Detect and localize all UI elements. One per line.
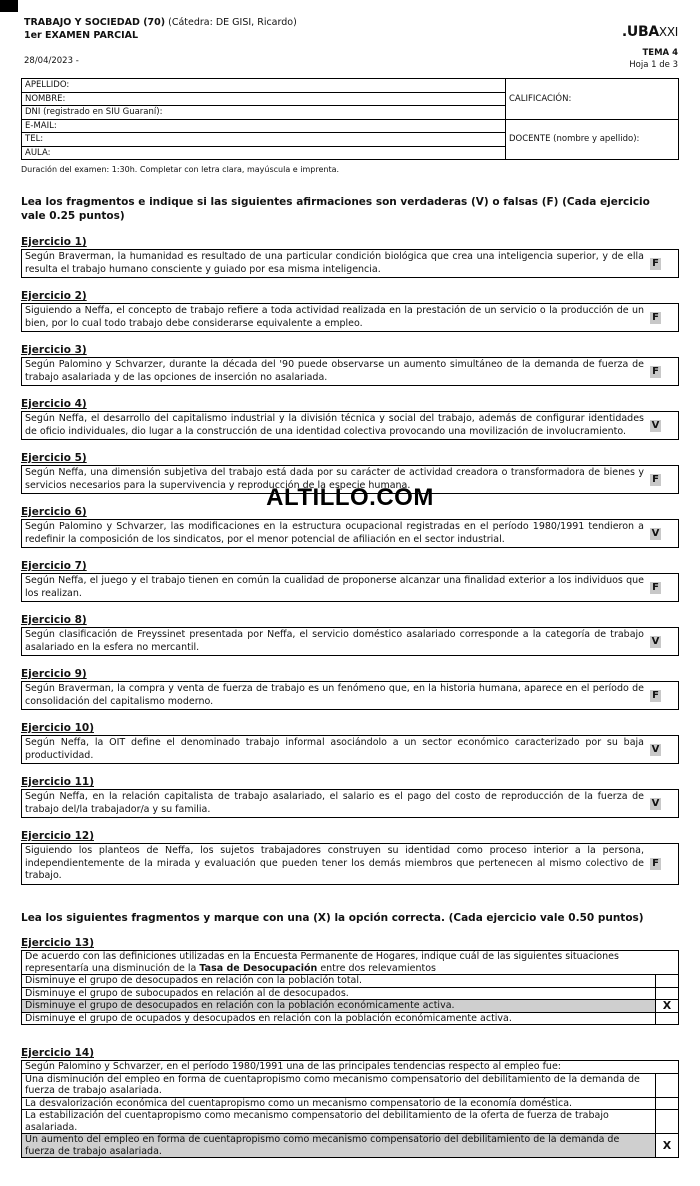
exercise-9	[21, 668, 679, 710]
option-text: La desvalorización económica del cuentapropismo como un mecanismo compensatorio de la economía doméstica.	[22, 1097, 656, 1110]
statement-box	[21, 411, 679, 440]
option-mark-cell[interactable]	[656, 1073, 679, 1097]
option-row[interactable]	[22, 1000, 679, 1013]
mc-question: De acuerdo con las definiciones utilizadas en la Encuesta Permanente de Hogares, indique cuál de las siguientes situaciones representaría una disminución de la Tasa de Desocupación entre dos relevamientos	[22, 951, 679, 975]
corner-black-mark	[0, 0, 18, 12]
option-text: Disminuye el grupo de desocupados en relación con la población económicamente activa.	[22, 1000, 656, 1013]
answer-mark[interactable]: F	[650, 366, 661, 378]
exercise-8	[21, 614, 679, 656]
exercise-1	[21, 236, 679, 278]
statement-box	[21, 789, 679, 818]
exercise-2	[21, 290, 679, 332]
statement-text: Según Palomino y Schvarzer, las modificaciones en la estructura ocupacional registradas en el período 1980/1991 tendieron a redefinir la composición de los sindicatos, por el menor potencial de afiliación en el sector industrial.	[25, 521, 644, 545]
answer-mark[interactable]: V	[651, 797, 660, 809]
tema-block	[629, 47, 678, 71]
statement-box	[21, 573, 679, 602]
option-text: Disminuye el grupo de ocupados y desocupados en relación con la población económicamente activa.	[22, 1012, 656, 1025]
page-counter: Hoja 1 de 3	[629, 60, 678, 70]
exercise-title: Ejercicio 4)	[21, 398, 87, 410]
option-row[interactable]	[22, 1134, 679, 1158]
uba-xxi-logo: .UBAXXI	[621, 24, 678, 40]
exercise-14	[21, 1047, 679, 1158]
section1-instruction: Lea los fragmentos e indique si las siguientes afirmaciones son verdaderas (V) o falsas (F) (Cada ejercicio vale 0.25 puntos)	[21, 196, 650, 222]
field-dni[interactable]: DNI (registrado en SIU Guaraní):	[22, 106, 506, 120]
statement-box	[21, 735, 679, 764]
statement-text: Siguiendo a Neffa, el concepto de trabajo refiere a toda actividad realizada en la prestación de un servicio o la producción de un bien, por lo cual todo trabajo debe considerarse equivalente a empleo.	[25, 305, 644, 329]
student-info-table	[21, 78, 679, 160]
option-mark-cell[interactable]	[656, 1097, 679, 1110]
option-row[interactable]	[22, 1110, 679, 1134]
statement-text: Siguiendo los planteos de Neffa, los sujetos trabajadores construyen su identidad como proceso interior a la persona, independientemente de la mirada y evaluación que pueden tener los demás miembros que pertenecen al mismo colectivo de trabajo.	[25, 845, 644, 881]
exercise-12	[21, 830, 679, 885]
mc-question: Según Palomino y Schvarzer, en el período 1980/1991 una de las principales tendencias respecto al empleo fue:	[22, 1061, 679, 1074]
field-apellido[interactable]: APELLIDO:	[22, 79, 506, 93]
exercise-title: Ejercicio 2)	[21, 290, 87, 302]
field-tel[interactable]: TEL:	[22, 133, 506, 147]
exercise-title: Ejercicio 13)	[21, 937, 94, 949]
statement-box	[21, 249, 679, 278]
mc-table-14	[21, 1060, 679, 1158]
exam-header	[24, 16, 297, 42]
exercise-10	[21, 722, 679, 764]
field-email[interactable]: E-MAIL:	[22, 119, 506, 133]
statement-text: Según Braverman, la compra y venta de fuerza de trabajo es un fenómeno que, en la historia humana, aparece en el período de consolidación del capitalismo moderno.	[25, 683, 644, 707]
option-text: Disminuye el grupo de desocupados en relación con la población total.	[22, 975, 656, 988]
option-text: Disminuye el grupo de subocupados en relación al de desocupados.	[22, 987, 656, 1000]
answer-mark[interactable]: V	[651, 635, 660, 647]
statement-text: Según Palomino y Schvarzer, durante la década del '90 puede observarse un aumento simultáneo de la demanda de fuerza de trabajo asalariada y de las opciones de inserción no asalariada.	[25, 359, 644, 383]
exam-name: 1er EXAMEN PARCIAL	[24, 30, 139, 41]
statement-text: Según clasificación de Freyssinet presentada por Neffa, el servicio doméstico asalariado corresponde a la categoría de trabajo asalariado en la esfera no mercantil.	[25, 629, 644, 653]
option-mark-cell[interactable]: X	[656, 1000, 679, 1013]
statement-box	[21, 519, 679, 548]
option-text: Un aumento del empleo en forma de cuentapropismo como mecanismo compensatorio del debilitamiento de la demanda de fuerza de trabajo asalariada.	[22, 1134, 656, 1158]
exam-date: 28/04/2023 -	[24, 56, 79, 66]
statement-box	[21, 843, 679, 885]
answer-mark[interactable]: F	[650, 474, 661, 486]
option-row[interactable]	[22, 975, 679, 988]
answer-mark[interactable]: F	[650, 858, 661, 870]
answer-mark[interactable]: V	[651, 527, 660, 539]
statement-text: Según Neffa, una dimensión subjetiva del trabajo está dada por su carácter de actividad creadora o transformadora de bienes y servicios necesarios para la supervivencia y reproducción de la especie humana.	[25, 467, 644, 491]
option-mark-cell[interactable]	[656, 975, 679, 988]
exercise-title: Ejercicio 12)	[21, 830, 94, 842]
statement-text: Según Neffa, en la relación capitalista de trabajo asalariado, el salario es el pago del costo de reproducción de la fuerza de trabajo del/la trabajador/a y su familia.	[25, 791, 644, 815]
duration-note: Duración del examen: 1:30h. Completar con letra clara, mayúscula e imprenta.	[21, 165, 340, 174]
answer-mark[interactable]: V	[651, 743, 660, 755]
statement-text: Según Braverman, la humanidad es resultado de una particular condición biológica que crea una inteligencia superior, y de ella resulta el trabajo humano consciente y guiado por esa misma inteligencia.	[25, 251, 644, 275]
answer-mark[interactable]: V	[651, 419, 660, 431]
exercise-title: Ejercicio 11)	[21, 776, 94, 788]
statement-box	[21, 627, 679, 656]
statement-text: Según Neffa, el desarrollo del capitalismo industrial y la división técnica y social del trabajo, además de configurar identidades de oficio individuales, dio lugar a la construcción de una identidad colectiva provocando una movilización de involucramiento.	[25, 413, 644, 437]
option-text: Una disminución del empleo en forma de cuentapropismo como mecanismo compensatorio del debilitamiento de la demanda de fuerza de trabajo asalariada.	[22, 1073, 656, 1097]
exercise-title: Ejercicio 6)	[21, 506, 87, 518]
exercise-13	[21, 937, 679, 1025]
option-text: La estabilización del cuentapropismo como mecanismo compensatorio del debilitamiento de la oferta de fuerza de trabajo asalariada.	[22, 1110, 656, 1134]
option-mark-cell[interactable]	[656, 987, 679, 1000]
answer-mark[interactable]: F	[650, 690, 661, 702]
field-aula[interactable]: AULA:	[22, 146, 506, 160]
exercise-title: Ejercicio 8)	[21, 614, 87, 626]
option-mark-cell[interactable]	[656, 1110, 679, 1134]
answer-mark[interactable]: F	[650, 582, 661, 594]
answer-mark[interactable]: F	[650, 258, 661, 270]
option-row[interactable]	[22, 1097, 679, 1110]
exercise-title: Ejercicio 1)	[21, 236, 87, 248]
exercise-7	[21, 560, 679, 602]
field-docente[interactable]: DOCENTE (nombre y apellido):	[506, 119, 679, 160]
statement-text: Según Neffa, el juego y el trabajo tienen en común la cualidad de proponerse alcanzar una finalidad exterior a los individuos que los realizan.	[25, 575, 644, 599]
statement-box	[21, 681, 679, 710]
option-row[interactable]	[22, 987, 679, 1000]
field-calificacion[interactable]: CALIFICACIÓN:	[506, 79, 679, 120]
option-row[interactable]	[22, 1012, 679, 1025]
exercise-11	[21, 776, 679, 818]
exercise-title: Ejercicio 3)	[21, 344, 87, 356]
watermark: ALTILLO.COM	[266, 484, 434, 511]
statement-box	[21, 357, 679, 386]
option-mark-cell[interactable]	[656, 1012, 679, 1025]
exercise-title: Ejercicio 14)	[21, 1047, 94, 1059]
statement-text: Según Neffa, la OIT define el denominado trabajo informal asociándolo a un sector económico caracterizado por su baja productividad.	[25, 737, 644, 761]
field-nombre[interactable]: NOMBRE:	[22, 92, 506, 106]
section2-instruction: Lea los siguientes fragmentos y marque con una (X) la opción correcta. (Cada ejercicio vale 0.50 puntos)	[21, 912, 644, 924]
exercise-3	[21, 344, 679, 386]
catedra: (Cátedra: DE GISI, Ricardo)	[168, 17, 297, 28]
exercise-6	[21, 506, 679, 548]
course-title: TRABAJO Y SOCIEDAD (70)	[24, 17, 166, 28]
answer-mark[interactable]: F	[650, 312, 661, 324]
option-mark-cell[interactable]: X	[656, 1134, 679, 1158]
mc-table-13	[21, 950, 679, 1025]
option-row[interactable]	[22, 1073, 679, 1097]
tema-label: TEMA 4	[642, 48, 678, 58]
statement-box	[21, 303, 679, 332]
exercise-title: Ejercicio 10)	[21, 722, 94, 734]
exercise-title: Ejercicio 9)	[21, 668, 87, 680]
exercise-title: Ejercicio 7)	[21, 560, 87, 572]
exercise-title: Ejercicio 5)	[21, 452, 87, 464]
exercise-4	[21, 398, 679, 440]
